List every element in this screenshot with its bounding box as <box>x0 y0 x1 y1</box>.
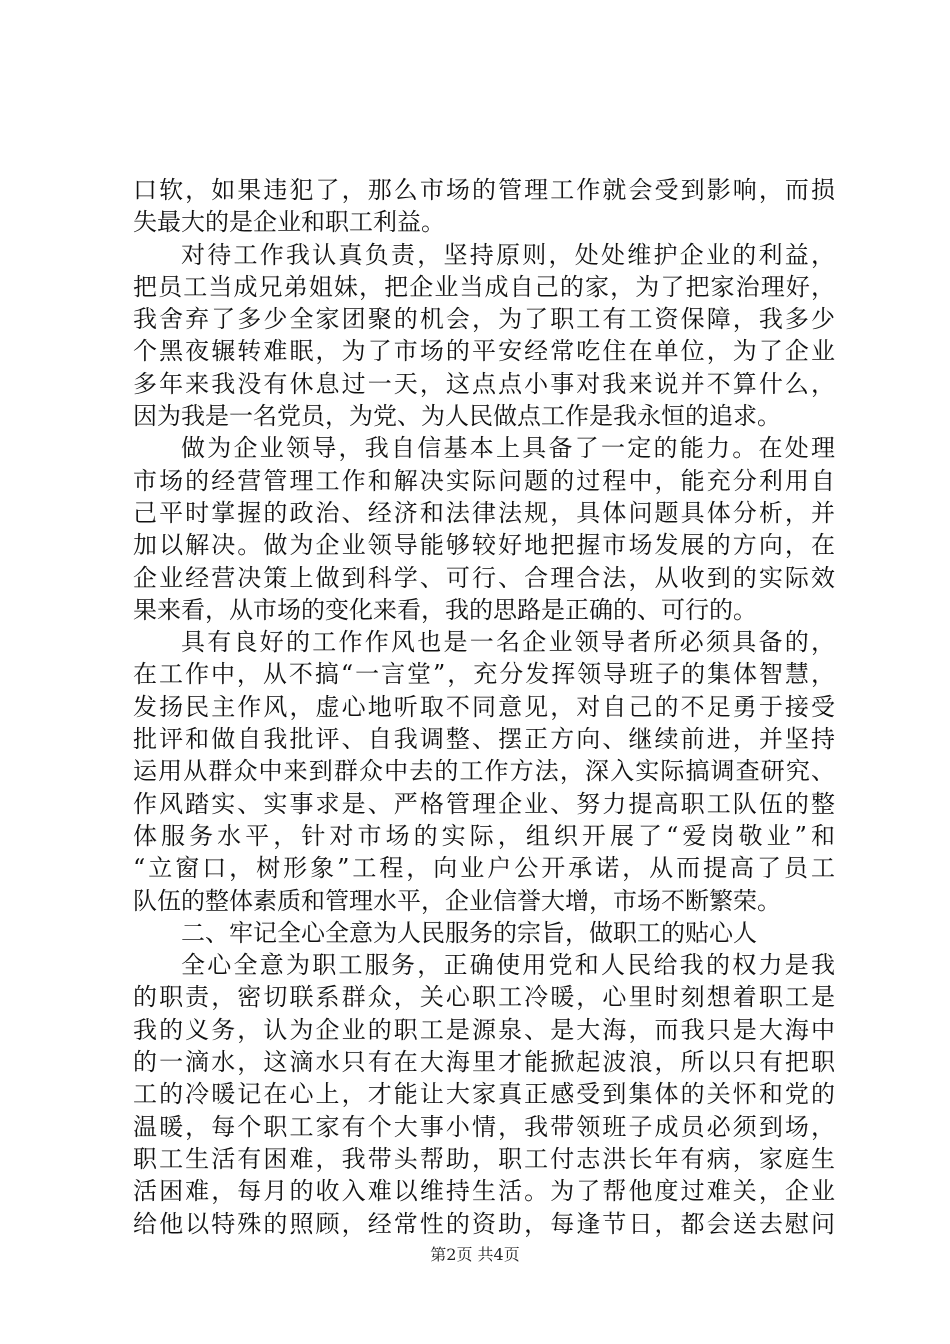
text-line: 的一滴水，这滴水只有在大海里才能掀起波浪，所以只有把职 <box>133 1048 835 1077</box>
text-line: 对待工作我认真负责，坚持原则，处处维护企业的利益， <box>181 240 835 269</box>
text-line: 失最大的是企业和职工利益。 <box>133 208 445 237</box>
text-line: 加以解决。做为企业领导能够较好地把握市场发展的方向，在 <box>133 531 835 560</box>
text-line: 职工生活有困难，我带头帮助，职工付志洪长年有病，家庭生 <box>133 1144 835 1173</box>
text-line: 我舍弃了多少全家团聚的机会，为了职工有工资保障，我多少 <box>133 305 835 334</box>
text-line: 体服务水平，针对市场的实际，组织开展了“爱岗敬业”和 <box>133 821 835 850</box>
text-line: 具有良好的工作作风也是一名企业领导者所必须具备的， <box>181 628 835 657</box>
text-line: 全心全意为职工服务，正确使用党和人民给我的权力是我 <box>181 951 835 980</box>
text-line: 工的冷暖记在心上，才能让大家真正感受到集体的关怀和党的 <box>133 1080 835 1109</box>
text-line: 己平时掌握的政治、经济和法律法规，具体问题具体分析，并 <box>133 498 835 527</box>
document-body <box>133 174 835 1240</box>
text-line: 果来看，从市场的变化来看，我的思路是正确的、可行的。 <box>133 595 757 624</box>
text-line: 发扬民主作风，虚心地听取不同意见，对自己的不足勇于接受 <box>133 692 835 721</box>
text-line: 给他以特殊的照顾，经常性的资助，每逢节日，都会送去慰问 <box>133 1209 835 1238</box>
text-line: 市场的经营管理工作和解决实际问题的过程中，能充分利用自 <box>133 466 835 495</box>
text-line: 批评和做自我批评、自我调整、摆正方向、继续前进，并坚持 <box>133 725 835 754</box>
text-line: 口软，如果违犯了，那么市场的管理工作就会受到影响，而损 <box>133 176 835 204</box>
text-line: 运用从群众中来到群众中去的工作方法，深入实际搞调查研究、 <box>133 757 835 786</box>
text-line: 把员工当成兄弟姐妹，把企业当成自己的家，为了把家治理好， <box>133 272 835 301</box>
text-line: 在工作中，从不搞“一言堂”，充分发挥领导班子的集体智慧， <box>133 660 835 689</box>
text-line: 企业经营决策上做到科学、可行、合理合法，从收到的实际效 <box>133 563 835 592</box>
text-line: 多年来我没有休息过一天，这点点小事对我来说并不算什么， <box>133 369 835 398</box>
text-line: 温暖，每个职工家有个大事小情，我带领班子成员必须到场， <box>133 1112 835 1141</box>
text-line: “立窗口，树形象”工程，向业户公开承诺，从而提高了员工 <box>133 854 835 883</box>
page-footer: 第2页 共4页 <box>430 1245 520 1264</box>
text-line: 二、牢记全心全意为人民服务的宗旨，做职工的贴心人 <box>181 918 757 947</box>
text-line: 作风踏实、实事求是、严格管理企业、努力提高职工队伍的整 <box>133 789 835 818</box>
text-line: 队伍的整体素质和管理水平，企业信誉大增，市场不断繁荣。 <box>133 886 781 915</box>
text-line: 的职责，密切联系群众，关心职工冷暖，心里时刻想着职工是 <box>133 983 835 1012</box>
text-line: 我的义务，认为企业的职工是源泉、是大海，而我只是大海中 <box>133 1015 835 1044</box>
text-line: 因为我是一名党员，为党、为人民做点工作是我永恒的追求。 <box>133 402 781 431</box>
text-line: 做为企业领导，我自信基本上具备了一定的能力。在处理 <box>181 434 835 463</box>
text-line: 个黑夜辗转难眠，为了市场的平安经常吃住在单位，为了企业 <box>133 337 835 366</box>
text-line: 活困难，每月的收入难以维持生活。为了帮他度过难关，企业 <box>133 1177 835 1206</box>
